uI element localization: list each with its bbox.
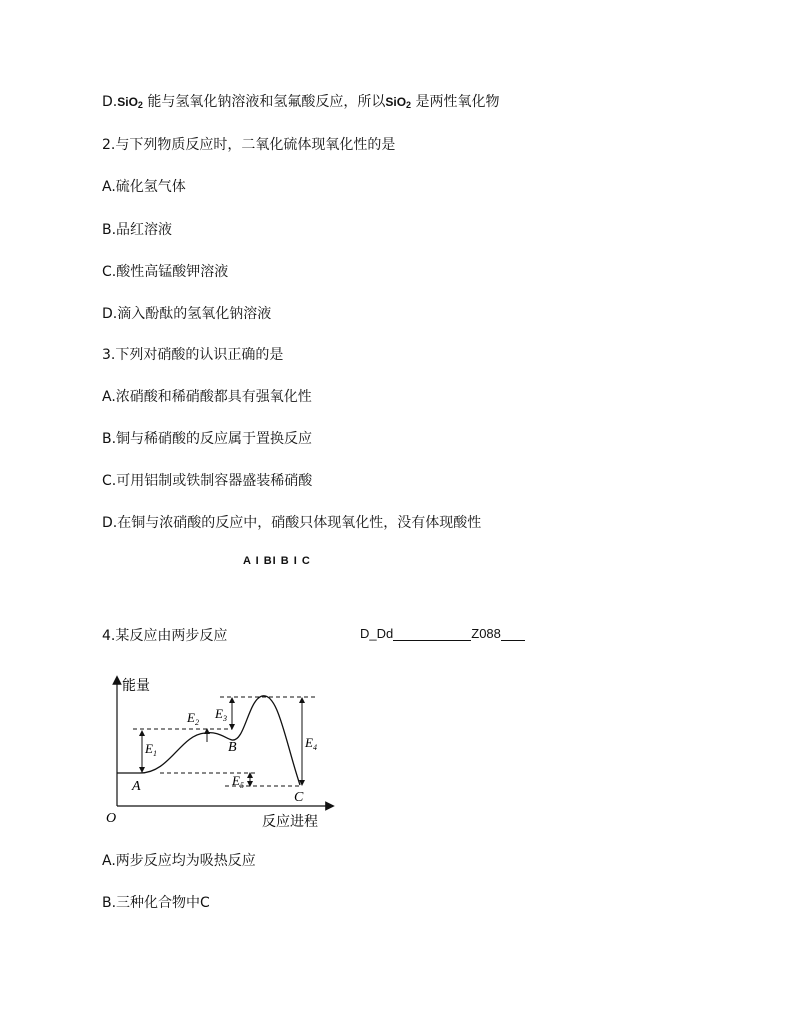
q2-option-c: C.酸性高锰酸钾溶液 — [102, 264, 229, 280]
q4-option-a: A.两步反应均为吸热反应 — [102, 853, 256, 869]
q2-option-d: D.滴入酚酞的氢氧化钠溶液 — [102, 306, 272, 322]
sio2-formula: SiO$_2$ — [385, 95, 412, 110]
e3-label: $E_3$ — [215, 706, 227, 723]
q3-option-d: D.在铜与浓硝酸的反应中，硝酸只体现氧化性，没有体现酸性 — [102, 515, 482, 531]
q3-option-c: C.可用铝制或铁制容器盛装稀硝酸 — [102, 473, 313, 489]
q4-option-b: B.三种化合物中C — [102, 895, 210, 911]
point-b-label: B — [228, 740, 237, 755]
option-prefix: D. — [102, 94, 118, 110]
e1-label: $E_1$ — [145, 741, 157, 758]
option-d-sio2 — [102, 92, 500, 115]
origin-label: O — [106, 811, 117, 826]
sio2-formula: SiO$_2$ — [117, 95, 143, 110]
option-text-end: 是两性氧化物 — [411, 94, 500, 110]
question-3: 3.下列对硝酸的认识正确的是 — [102, 347, 284, 363]
e2-label: $E_2$ — [187, 710, 199, 727]
y-axis-label: 能量 — [122, 678, 150, 694]
e5-label: $E_5$ — [232, 773, 244, 790]
question-4: 4.某反应由两步反应 — [102, 628, 228, 644]
e4-label: $E_4$ — [305, 735, 317, 752]
q2-option-b: B.品红溶液 — [102, 222, 173, 238]
point-c-label: C — [294, 790, 304, 805]
energy-curve — [117, 696, 300, 785]
q3-option-a: A.浓硝酸和稀硝酸都具有强氧化性 — [102, 389, 312, 405]
option-text: 能与氢氧化钠溶液和氢氟酸反应，所以 — [142, 94, 386, 110]
x-axis-label: 反应进程 — [262, 814, 318, 830]
point-a-label: A — [132, 779, 141, 794]
question-2: 2.与下列物质反应时，二氧化硫体现氧化性的是 — [102, 137, 396, 153]
q3-option-b: B.铜与稀硝酸的反应属于置换反应 — [102, 431, 313, 447]
q2-option-a: A.硫化氢气体 — [102, 179, 186, 195]
answer-row: A I BI B I C — [243, 555, 311, 567]
garbled-text: D_Dd Z088 — [360, 626, 525, 641]
